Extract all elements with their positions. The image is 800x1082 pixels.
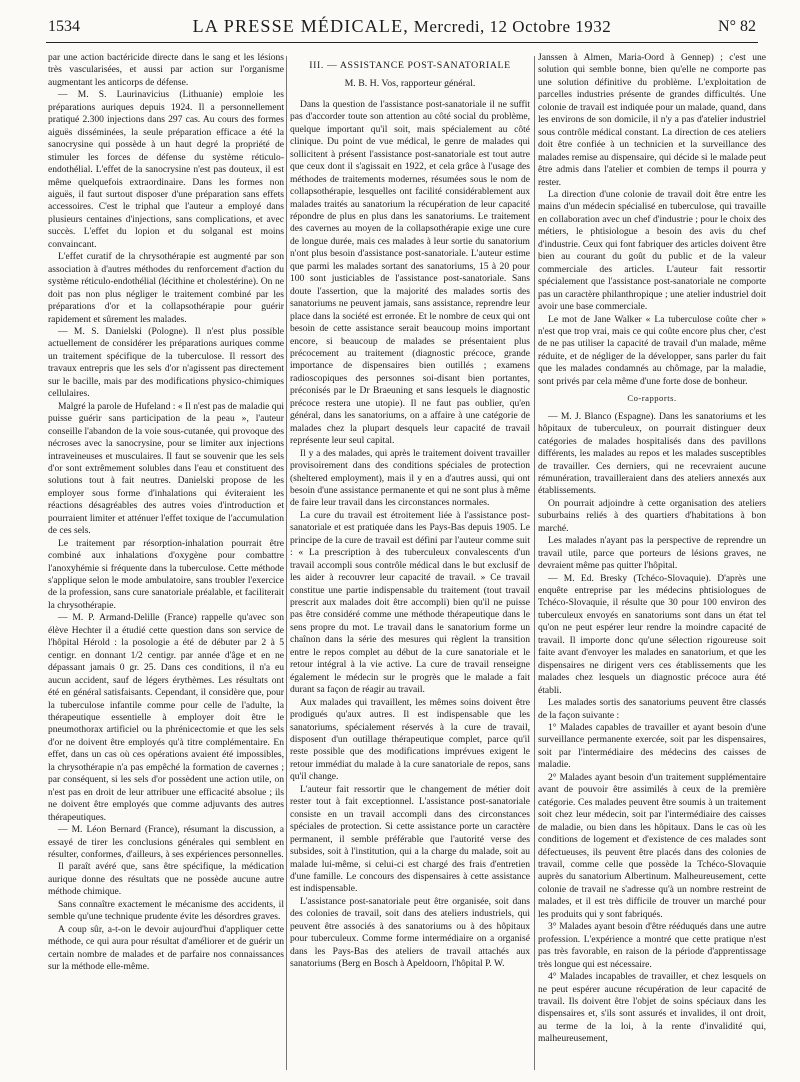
paragraph: La cure du travail est étroitement liée à l'assistance post-sanatoriale et est pratiquée dans les Pays-Bas depuis 1905. Le principe de la cure de travail est défini par l'auteur comme suit : « La prescription à des tuberculeux convalescents d'un travail accompli sous contrôle médical dans le but exclusif de les aider à recouvrer leur capacité de travail. » Ce travail constitue une partie indispensable du traitement (tout travail prescrit aux malades doit être accompli) bien qu'il ne puisse pas être considéré comme une méthode thérapeutique dans le sens propre du mot. Le travail dans le sanatorium forme un chaînon dans la série des mesures qui règlent la transition entre le repos complet au début de la cure sanatoriale et le retour intégral à la vie active. La cure de travail renseigne également le médecin sur le progrès que le malade a fait durant sa façon de réagir au travail. — [290, 509, 530, 696]
paragraph: — M. S. Laurinavicius (Lithuanie) emploie les préparations auriques depuis 1924. Il a personnellement pratiqué 2.300 injections dans 297 cas. Au cours des formes aiguës disséminées, la seule préparation efficace a été la sanocrysine qui possède à un haut degré la propriété de stimuler les forces de défense du système réticulo-endothélial. L'effet de la sanocrysine n'est pas douteux, il est même quelquefois extraordinaire. Dans les formes non aiguës, il faut surtout disposer d'une préparation sans effets accessoires. C'est le triphal que l'auteur a employé dans plusieurs centaines d'injections, sans complications, et avec succès. L'effet du lopion et du solganal est moins convaincant. — [48, 89, 284, 250]
paragraph: 3° Malades ayant besoin d'être rééduqués dans une autre profession. L'expérience a montré que cette pratique n'est pas très favorable, en raison de la période d'apprentissage très longue qui est nécessaire. — [538, 921, 766, 970]
paragraph: Les malades n'ayant pas la perspective de reprendre un travail utile, parce que porteurs de lésions graves, ne devraient même pas quitter l'hôpital. — [538, 535, 766, 572]
paragraph: 4° Malades incapables de travailler, et chez lesquels on ne peut espérer aucune récupération de leur capacité de travail. Ils doivent être l'objet de soins spéciaux dans les dispensaires et, s'ils sont assurés et invalides, il ont droit, au terme de la loi, à la rente d'invalidité qui, malheureusement, — [538, 971, 766, 1045]
paragraph: — M. Léon Bernard (France), résumant la discussion, a essayé de tirer les conclusions générales qui semblent en résulter, conformes, d'ailleurs, à ses expériences personnelles. — [48, 824, 284, 860]
paragraph: L'auteur fait ressortir que le changement de métier doit rester tout à fait exceptionnel. L'assistance post-sanatoriale consiste en un travail accompli dans des circonstances spéciales de protection. Si cette assistance porte un caractère permanent, il semble préférable que l'autorité verse des subsides, soit à l'institution, qui a la charge du malade, soit au malade lui-même, si celui-ci est chargé des frais d'entretien d'une famille. Le concours des dispensaires à cette assistance est indispensable. — [290, 783, 530, 895]
paragraph: A coup sûr, a-t-on le devoir aujourd'hui d'appliquer cette méthode, ce qui aura pour résultat d'améliorer et de guérir un certain nombre de malades et de parfaire nos connaissances sur la méthode elle-même. — [48, 923, 284, 973]
column-right — [538, 52, 766, 1072]
paragraph: Il paraît avéré que, sans être spécifique, la médication aurique donne des résultats que ne possède aucune autre méthode chimique. — [48, 861, 284, 898]
section-title: III. — ASSISTANCE POST-SANATORIALE — [309, 60, 511, 71]
paragraph: — M. S. Danielski (Pologne). Il n'est plus possible actuellement de considérer les préparations auriques comme un traitement spécifique de la tuberculose. Il ressort des travaux entrepris que les sels d'or n'agissent pas directement sur le bacille, mais par des modifications physico-chimiques cellulaires. — [48, 325, 284, 400]
section-body-continued — [538, 52, 766, 388]
corapports-heading: Co-rapports. — [627, 393, 677, 404]
page-header — [46, 16, 758, 43]
paragraph: L'effet curatif de la chrysothérapie est augmenté par son association à d'autres méthodes du renforcement d'action du système réticulo-endothélial (lécithine et cholestérine). On ne doit pas non plus négliger le traitement combiné par les préparations d'or et la collapsothérapie pour guérir rapidement et sûrement les malades. — [48, 251, 284, 325]
column-left — [48, 52, 284, 1072]
rapporteur-line: M. B. H. Vos, rapporteur général. — [344, 78, 476, 90]
paragraph: Dans la question de l'assistance post-sanatoriale il ne suffit pas d'accorder toute son attention au côté social du problème, quelque important qu'il soit, mais spécialement au côté clinique. Du point de vue médical, le genre de malades qui sollicitent à présent l'assistance post-sanatoriale est tout autre que ceux dont il s'agissait en 1922, et cela grâce à l'usage des méthodes de traitements modernes, résumées sous le nom de collapsothérapie, lesquelles ont facilité considérablement aux malades traités au sanatorium la récupération de leur capacité répondre de plus en plus dans les sanatoriums. Le traitement des cavernes au moyen de la collapsothérapie exige une cure de longue durée, mais ces malades à leur sortie du sanatorium n'ont plus besoin d'assistance post-sanatoriale. L'auteur estime que parmi les malades sortant des sanatoriums, 15 à 20 pour 100 sont justiciables de l'assistance post-sanatoriale. Sans doute l'assertion, que la majorité des malades sortis des sanatoriums ne peuvent jamais, sans assistance, reprendre leur place dans la société est erronée. Et le nombre de ceux qui ont besoin de cette assistance serait beaucoup moins important encore, si beaucoup de malades se présentaient plus précocement au traitement (diagnostic précoce, grande importance de dispensaires bien outillés ; examens radioscopiques des personnes soi-disant bien portantes, préconisés par le Dr Braeuning et sans lesquels le diagnostic précoce restera une utopie). Il ne faut pas oublier, qu'en général, dans les sanatoriums, on a affaire à une catégorie de malades chez la plupart desquels leur capacité de travail représente leur seul capital. — [290, 98, 530, 447]
page-number: 1534 — [48, 18, 80, 35]
paragraph: Janssen à Almen, Maria-Oord à Gennep) ; c'est une solution qui semble bonne, bien qu'elle ne comporte pas une solution définitive du problème. L'exploitation de parcelles industries présente de grandes difficultés. Une colonie de travail est indiquée pour un malade, quand, dans les environs de son domicile, il n'y a pas d'atelier industriel sous contrôle médical constant. La direction de ces ateliers doit être confiée à un technicien et la surveillance des malades remise au dispensaire, qui décide si le malade peut être admis dans l'atelier et combien de temps il pourra y rester. — [538, 52, 766, 188]
paragraph: Il y a des malades, qui après le traitement doivent travailler provisoirement dans des conditions spéciales de protection (sheltered employment), mais il y en a d'autres aussi, qui ont besoin d'une assistance permanente et qui ne sont plus à même de faire leur travail dans les circonstances normales. — [290, 447, 530, 509]
paragraph: Malgré la parole de Hufeland : « Il n'est pas de maladie qui puisse guérir sans participation de la peau », l'auteur conseille l'abandon de la voie sous-cutanée, qui provoque des nécroses avec la sanocrysine, pour se limiter aux injections intraveineuses et musculaires. Il faut se souvenir que les sels d'or sont extrêmement solubles dans l'eau et constituent des solutions tout à fait neutres. Danielski propose de les employer sous forme d'inhalations qui éviteraient les réactions désagréables des autres voies d'introduction et pourraient limiter et atténuer l'effet toxique de l'accumulation de ces sels. — [48, 400, 284, 537]
paragraph: Aux malades qui travaillent, les mêmes soins doivent être prodigués qu'aux autres. Il est indispensable que les sanatoriums, spécialement réservés à la cure de travail, disposent d'un outillage thérapeutique complet, parce qu'il reste possible que des modifications imprévues exigent le retour immédiat du malade à la cure sanatoriale de repos, sans qu'il change. — [290, 696, 530, 783]
journal-name: LA PRESSE MÉDICALE, — [192, 16, 409, 36]
paragraph: — M. P. Armand-Delille (France) rappelle qu'avec son élève Hechter il a étudié cette question dans son service de l'hôpital Hérold : la posologie a été de débuter par 2 à 5 centigr. en donnant 1/2 centigr. par année d'âge et en ne dépassant jamais 0 gr. 25. Dans ces conditions, il n'a eu aucun accident, sauf de légers érythèmes. Les résultats ont été en général satisfaisants. Cependant, il considère que, pour la tuberculose infantile comme pour celle de l'adulte, la thérapeutique essentielle à employer doit être le pneumothorax artificiel ou la phrénicectomie et que les sels d'or ne doivent être employés qu'à titre complémentaire. En effet, dans un cas où ces opérations avaient été impossibles, la chrysothérapie n'a pas empêché la formation de cavernes ; par conséquent, si les sels d'or possèdent une action utile, on n'est pas en droit de leur attribuer une efficacité absolue ; ils ne doivent être employés que comme adjuvants des autres thérapeutiques. — [48, 612, 284, 823]
paragraph: par une action bactéricide directe dans le sang et les lésions très vascularisées, et aussi par action sur l'organisme augmentant les anticorps de défense. — [48, 52, 284, 88]
issue-date: Mercredi, 12 Octobre 1932 — [413, 17, 612, 36]
corapports-body — [538, 411, 766, 1046]
section-body — [290, 99, 530, 971]
paragraph: Sans connaître exactement le mécanisme des accidents, il semble qu'une technique prudente évite les désordres graves. — [48, 898, 284, 923]
paragraph: On pourrait adjoindre à cette organisation des ateliers suburbains reliés à des quartiers d'habitations à bon marché. — [538, 497, 766, 534]
paragraph: Le traitement par résorption-inhalation pourrait être combiné aux inhalations d'oxygène pour combattre l'anoxyhémie si fréquente dans la tuberculose. Cette méthode s'applique selon le mode ambulatoire, sans troubler l'exercice de la profession, sans cure sanatoriale préalable, et faciliterait la chrysothérapie. — [48, 537, 284, 611]
paragraph: 2° Malades ayant besoin d'un traitement supplémentaire avant de pouvoir être assimilés à ceux de la première catégorie. Ces malades peuvent être soumis à un traitement soit chez leur médecin, soit par l'intermédiaire des caisses de maladie, ou bien dans les hôpitaux. Dans le cas où les conditions de logement et d'existence de ces malades sont défectueuses, ils peuvent être placés dans des colonies de travail, comme celle que possède la Tchéco-Slovaquie auprès du sanatorium Albertinum. Malheureusement, cette colonie de travail ne s'adresse qu'à un nombre restreint de malades, et il est très difficile de trouver un marché pour les produits qui y sont fabriqués. — [538, 771, 766, 920]
paragraph: — M. Ed. Bresky (Tchéco-Slovaquie). D'après une enquête entreprise par les médecins phtisiologues de Tchéco-Slovaquie, il résulte que 30 pour 100 environ des tuberculeux envoyés en sanatoriums sont dans un état tel qu'on ne peut espérer leur rendre la moindre capacité de travail. Il importe donc qu'une sélection rigoureuse soit faite avant d'envoyer les malades en sanatorium, et que les dispensaires ne dirigent vers ces établissements que les malades chez lesquels un diagnostic précoce aura été établi. — [538, 572, 766, 696]
running-title — [46, 16, 758, 37]
paragraph: — M. J. Blanco (Espagne). Dans les sanatoriums et les hôpitaux de tuberculeux, on pourrait distinguer deux catégories de malades hospitalisés dans des pavillons différents, les malades au repos et les malades susceptibles de travailler. Ces derniers, qui ne recevraient aucune rémunération, travailleraient dans des ateliers annexés aux établissements. — [538, 410, 766, 497]
paragraph: Les malades sortis des sanatoriums peuvent être classés de la façon suivante : — [538, 697, 766, 721]
paragraph: Le mot de Jane Walker « La tuberculose coûte cher » n'est que trop vrai, mais ce qui coûte encore plus cher, c'est de ne pas utiliser la capacité de travail d'un malade, même réduite, et de négliger de la développer, sans parler du fait que les malades condamnés au chômage, par la maladie, sont privés par cela même d'une forte dose de bonheur. — [538, 313, 766, 387]
column-middle — [290, 52, 530, 1072]
paragraph: L'assistance post-sanatoriale peut être organisée, soit dans des colonies de travail, soit dans des ateliers industriels, qui peuvent être associés à des sanatoriums ou à des hôpitaux pour tuberculeux. Comme forme intermédiaire on a organisé dans les Pays-Bas des ateliers de travail attachés aux sanatoriums (Berg en Bosch à Apeldoorn, l'hôpital P. W. — [290, 895, 530, 970]
issue-number: N° 82 — [718, 18, 756, 35]
paragraph: La direction d'une colonie de travail doit être entre les mains d'un médecin spécialisé en tuberculose, qui travaille en collaboration avec un chef d'industrie ; pour le choix des métiers, le phtisiologue a besoin des avis du chef d'industrie. Ceux qui font fabriquer des articles doivent être bien au courant du goût du public et de la valeur commerciale des articles. L'auteur fait ressortir spécialement que l'assistance post-sanatoriale ne comporte pas un caractère philanthropique ; une atelier industriel doit avoir une base commerciale. — [538, 188, 766, 313]
column-rule — [534, 56, 535, 1070]
column-rule — [286, 56, 287, 1070]
paragraph: 1° Malades capables de travailler et ayant besoin d'une surveillance permanente exercée, soit par les dispensaires, soit par l'intermédiaire des médecins des caisses de maladie. — [538, 722, 766, 771]
